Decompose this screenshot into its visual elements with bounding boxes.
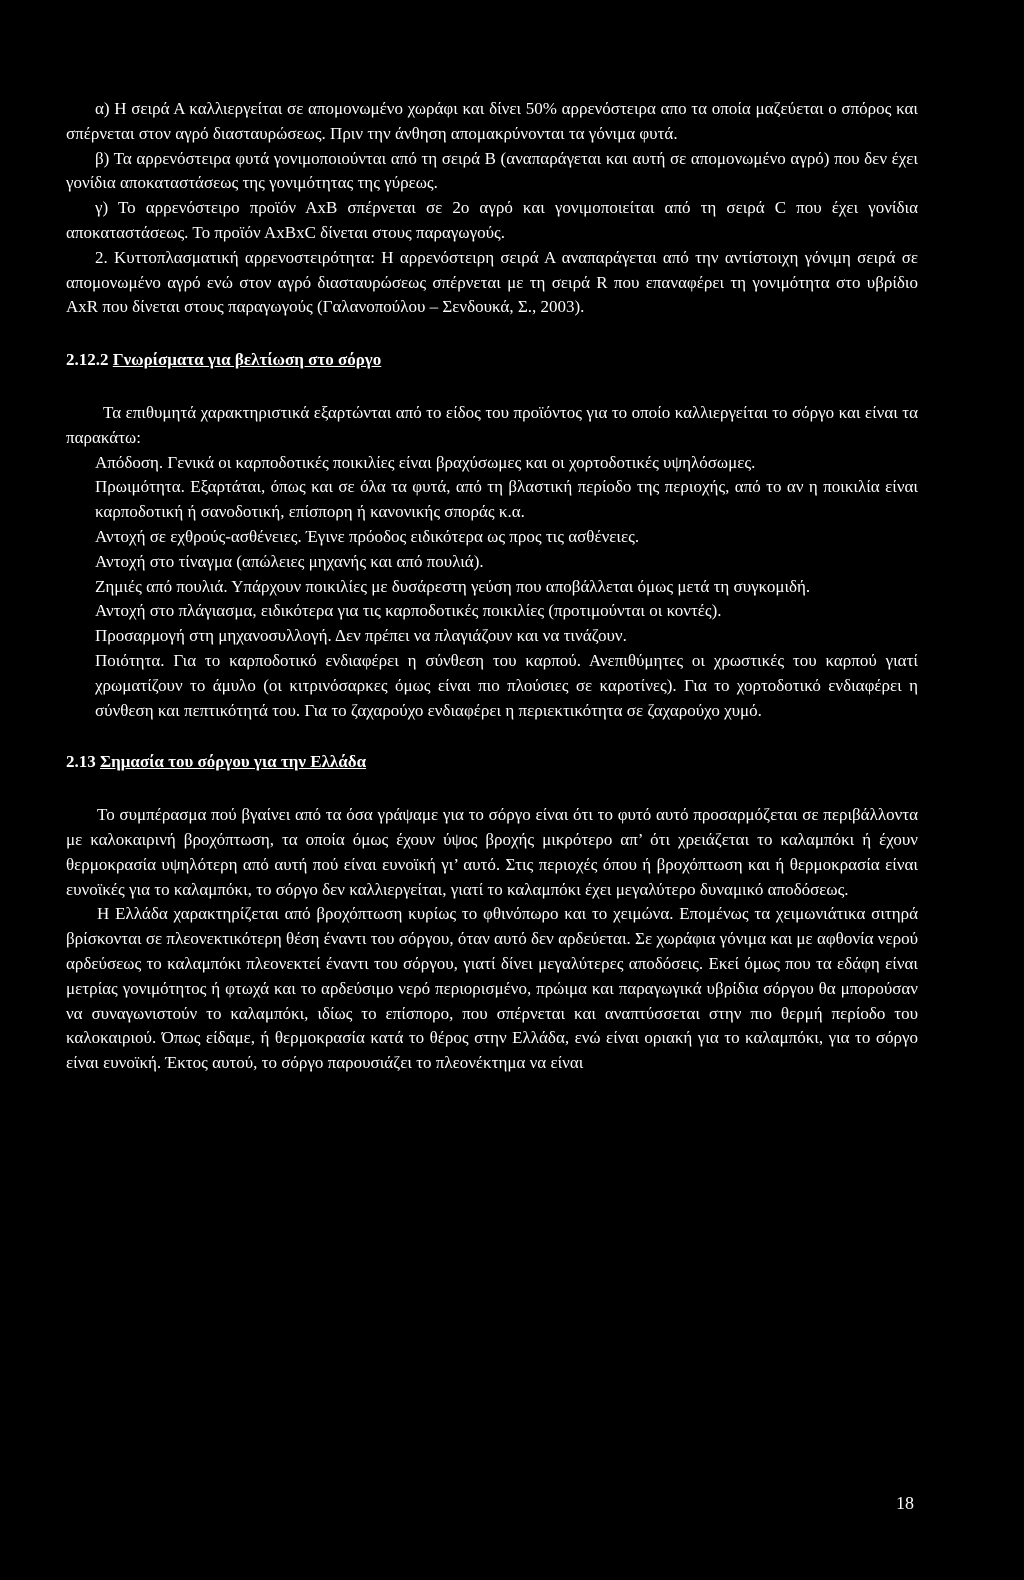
method-item-b: β) Τα αρρενόστειρα φυτά γονιμοποιούνται από τη σειρά Β (αναπαράγεται και αυτή σε απομονωμένο αγρό) που δεν έχει γονίδια αποκαταστάσεως της γονιμότητας της γύρεως. — [66, 148, 918, 193]
trait-item: Αντοχή σε εχθρούς-ασθένειες. Έγινε πρόοδος ειδικότερα ως προς τις ασθένειες. — [95, 526, 640, 546]
body-paragraph: Το συμπέρασμα πού βγαίνει από τα όσα γράψαμε για το σόργο είναι ότι το φυτό αυτό προσαρμόζεται σε περιβάλλοντα με καλοκαιρινή βροχόπτωση, τα οποία όμως έχουν ύψος βροχής μικρότερο απ’ ότι χρειάζεται το καλαμπόκι ή έχουν θερμοκρασία υψηλότερη από αυτή πού είναι ευνοϊκή γι’ αυτό. Στις περιοχές όπου ή βροχόπτωση και ή θερμοκρασία είναι ευνοϊκές για το καλαμπόκι, το σόργο δεν καλλιεργείται, γιατί το καλαμπόκι έχει μεγαλύτερο δυναμικό αποδόσεως. — [66, 805, 918, 899]
method-item-a: α) Η σειρά Α καλλιεργείται σε απομονωμένο χωράφι και δίνει 50% αρρενόστειρα απο τα οποία μαζεύεται ο σπόρος και σπέρνεται στον αγρό διασταυρώσεως. Πριν την άνθηση απομακρύνονται τα γόνιμα φυτά. — [66, 99, 918, 143]
section-heading-2-13 — [66, 750, 918, 775]
traits-list — [66, 451, 918, 724]
trait-item: Απόδοση. Γενικά οι καρποδοτικές ποικιλίες είναι βραχύσωμες και οι χορτοδοτικές υψηλόσωμες. — [95, 452, 756, 472]
method-item-c: γ) Το αρρενόστειρο προϊόν ΑxΒ σπέρνεται σε 2ο αγρό και γονιμοποιείται από τη σειρά C που έχει γονίδια αποκαταστάσεως. Το προϊόν ΑxΒxC δίνεται στους παραγωγούς. — [66, 198, 918, 242]
section-number: 2.12.2 — [66, 350, 109, 370]
document-page — [66, 97, 918, 1076]
trait-item: Αντοχή στο τίναγμα (απώλειες μηχανής και από πουλιά). — [95, 551, 484, 571]
section-number: 2.13 — [66, 752, 96, 772]
page-number: 18 — [896, 1493, 914, 1513]
section-heading-2-12-2 — [66, 348, 918, 373]
trait-item: Αντοχή στο πλάγιασμα, ειδικότερα για τις καρποδοτικές ποικιλίες (προτιμούνται οι κοντές). — [95, 601, 722, 621]
section-title: Σημασία του σόργου για την Ελλάδα — [100, 752, 367, 772]
section-intro: Τα επιθυμητά χαρακτηριστικά εξαρτώνται από το είδος του προϊόντος για το οποίο καλλιεργείται το σόργο και είναι τα παρακάτω: — [66, 402, 918, 447]
section-title: Γνωρίσματα για βελτίωση στο σόργο — [112, 350, 382, 370]
trait-item: Προσαρμογή στη μηχανοσυλλογή. Δεν πρέπει να πλαγιάζουν και να τινάζουν. — [95, 626, 627, 646]
method-item-2: 2. Κυττοπλασματική αρρενοστειρότητα: Η αρρενόστειρη σειρά Α αναπαράγεται από την αντίστοιχη γόνιμη σειρά σε απομονωμένο αγρό ενώ στον αγρό διασταυρώσεως σπέρνεται με τη σειρά R που επαναφέρει τη γονιμότητα στο υβρίδιο ΑxR που δίνεται στους παραγωγούς (Γαλανοπούλου – Σενδουκά, Σ., 2003). — [66, 247, 918, 317]
trait-item: Ποιότητα. Για το καρποδοτικό ενδιαφέρει η σύνθεση του καρπού. Ανεπιθύμητες οι χρωστικές του καρπού γιατί χρωματίζουν το άμυλο (οι κιτρινόσαρκες όμως είναι πιο πλούσιες σε καροτίνες). Για το χορτοδοτικό ενδιαφέρει η σύνθεση και πεπτικότητά του. Για το ζαχαρούχο ενδιαφέρει η περιεκτικότητα σε ζαχαρούχο χυμό. — [95, 650, 918, 720]
trait-item: Ζημιές από πουλιά. Υπάρχουν ποικιλίες με δυσάρεστη γεύση που αποβάλλεται όμως μετά τη συγκομιδή. — [95, 576, 811, 596]
trait-item: Πρωιμότητα. Εξαρτάται, όπως και σε όλα τα φυτά, από τη βλαστική περίοδο της περιοχής, από το αν η ποικιλία είναι καρποδοτική ή σανοδοτική, επίσπορη ή κανονικής σποράς κ.α. — [95, 477, 918, 522]
body-paragraph: Η Ελλάδα χαρακτηρίζεται από βροχόπτωση κυρίως το φθινόπωρο και το χειμώνα. Επομένως τα χειμωνιάτικα σιτηρά βρίσκονται σε πλεονεκτικότερη θέση έναντι του σόργου, όταν αυτό δεν αρδεύεται. Σε χωράφια γόνιμα και με αφθονία νερού αρδεύσεως το καλαμπόκι πλεονεκτεί έναντι του σόργου, γιατί δίνει μεγαλύτερες αποδόσεις. Εκεί όμως που τα εδάφη είναι μετρίας γονιμότητος ή φτωχά και το αρδεύσιμο νερό περιορισμένο, πρώιμα και παραγωγικά υβρίδια σόργου θα μπορούσαν να συναγωνιστούν το καλαμπόκι, ιδίως το επίσπορο, που σπέρνεται και αναπτύσσεται στην πιο θερμή περίοδο του καλοκαιριού. Όπως είδαμε, ή θερμοκρασία κατά το θέρος στην Ελλάδα, ενώ είναι οριακή για το καλαμπόκι, για το σόργο είναι ευνοϊκή. Έκτος αυτού, το σόργο παρουσιάζει το πλεονέκτημα να είναι — [66, 904, 918, 1073]
